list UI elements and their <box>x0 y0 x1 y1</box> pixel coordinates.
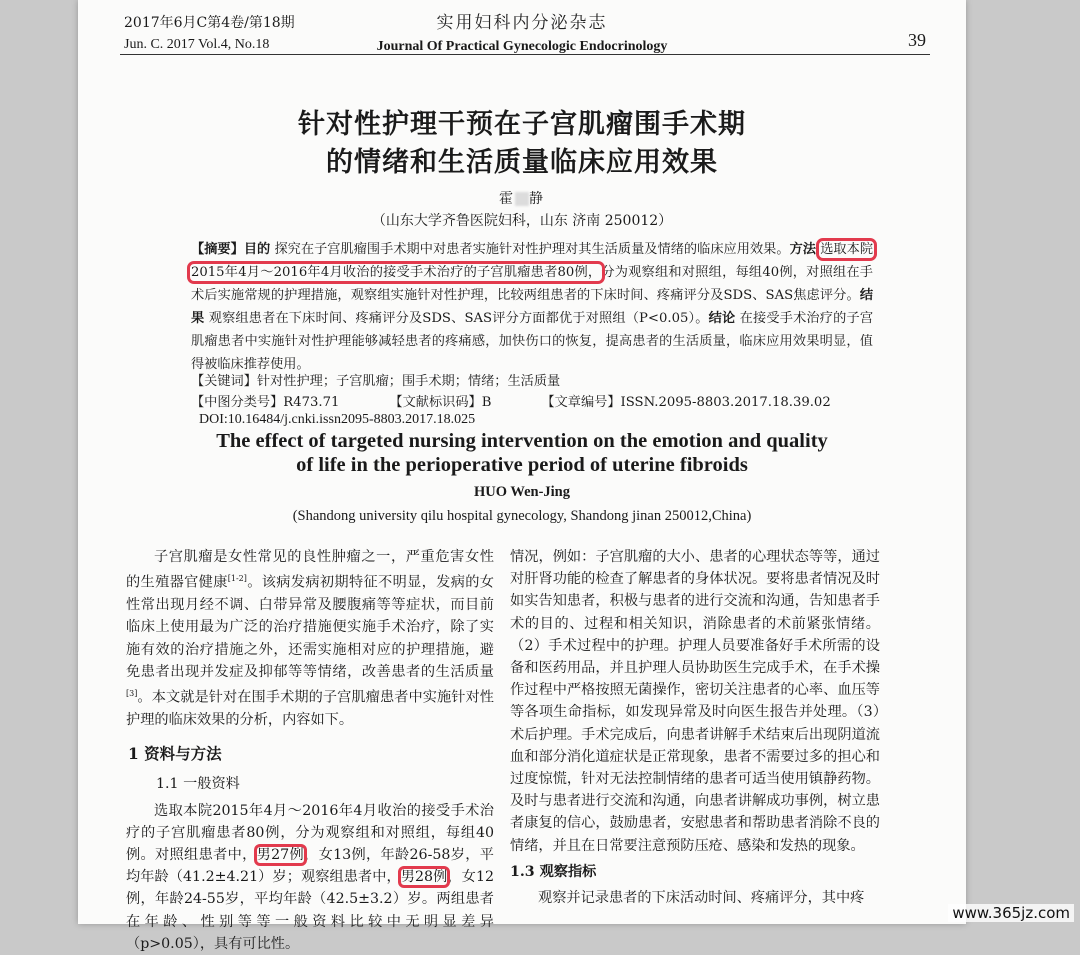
method-text: 分为观察组和对照组，每组40例，对照组在手术后实施常规的护理措施，观察组实施针对性护理，比较两组患者的下床时间、疼痛评分及SDS、SAS焦虑评分。 <box>191 265 873 303</box>
left-column <box>126 546 494 955</box>
en-title-line-1: The effect of targeted nursing intervention on the emotion and quality <box>216 430 828 452</box>
objective-label: 目的 <box>243 242 271 257</box>
data-text-c: ，女12例，年龄24-55岁，平均年龄（42.5±3.2）岁。两组患者在年龄、性别等等一般资料比较中无明显差异（p>0.05），具有可比性。 <box>126 869 494 952</box>
clc-number: 【中图分类号】R473.71 <box>191 395 340 410</box>
author-en: HUO Wen-Jing <box>473 484 570 500</box>
observation-paragraph: 观察并记录患者的下床活动时间、疼痛评分，其中疼 <box>538 890 865 907</box>
method-label: 方法 <box>789 242 816 257</box>
classification <box>191 392 881 414</box>
journal-name-en: Journal Of Practical Gynecologic Endocrinology <box>376 39 668 54</box>
watermark: www.365jz.com <box>948 904 1074 922</box>
affiliation-cn: （山东大学齐鲁医院妇科，山东 济南 250012） <box>371 213 673 229</box>
paper-title-en <box>78 429 966 477</box>
article-number: 【文章编号】ISSN.2095-8803.2017.18.39.02 <box>541 395 831 410</box>
conclusion-text: 在接受手术治疗的子宫肌瘤患者中实施针对性护理能够减轻患者的疼痛感，加快伤口的恢复，提高患者的生活质量，临床应用效果明显，值得被临床推荐使用。 <box>191 311 874 372</box>
affiliation-en: (Shandong university qilu hospital gynecology, Shandong jinan 250012,China) <box>292 508 752 524</box>
right-column <box>510 546 880 909</box>
method-highlight: 选取本院2015年4月～2016年4月收治的接受手术治疗的子宫肌瘤患者80例， <box>191 242 874 280</box>
section-heading: 1 资料与方法 <box>128 744 222 764</box>
data-text-b: ，女13例，年龄26-58岁，平均年龄（41.2±4.21）岁；观察组患者中， <box>126 846 494 886</box>
keywords: 【关键词】针对性护理；子宫肌瘤；围手术期；情绪；生活质量 <box>191 374 561 389</box>
nursing-paragraph: 情况，例如：子宫肌瘤的大小、患者的心理状态等等，通过对肝肾功能的检查了解患者的身体状况。要将患者情况及时如实告知患者，积极与患者的进行交流和沟通，告知患者手术的目的、过程和相关知识，消除患者的术前紧张情绪。（2）手术过程中的护理。护理人员要准备好手术所需的设备和医药用品，并且护理人员协助医生完成手术，在手术操作过程中严格按照无菌操作，密切关注患者的心率、血压等等各项生命指标，如发现异常及时向医生报告并处理。（3）术后护理。手术完成后，向患者讲解手术结束后出现阴道流血和部分消化道症状是正常现象，患者不需要过多的担心和过度惊慌，针对无法控制情绪的患者可适当使用镇静药物。及时与患者进行交流和沟通，向患者讲解成功事例，树立患者康复的信心，鼓励患者，安慰患者和帮助患者消除不良的情绪，并且在日常要注意预防压疮、感染和发热的现象。 <box>510 549 880 854</box>
author-surname: 霍 <box>499 191 515 207</box>
subsection-heading <box>510 861 880 883</box>
issue-en: Jun. C. 2017 Vol.4, No.18 <box>124 37 270 52</box>
citation-ref: [1-2] <box>227 574 247 584</box>
abstract-body <box>173 238 873 376</box>
title-line-1: 针对性护理干预在子宫肌瘤围手术期 <box>298 109 746 140</box>
result-text: 观察组患者在下床时间、疼痛评分及SDS、SAS评分方面都优于对照组（P<0.05）。 <box>204 311 709 326</box>
doc-code: 【文献标识码】B <box>389 395 492 410</box>
intro-paragraph <box>126 546 494 731</box>
intro-text-c: 。本文就是针对在围手术期的子宫肌瘤患者中实施针对性护理的临床效果的分析，内容如下。 <box>126 689 494 728</box>
author-given: 静 <box>529 191 545 207</box>
title-line-2: 的情绪和生活质量临床应用效果 <box>326 147 718 178</box>
intro-text-a: 子宫肌瘤是女性常见的良性肿瘤之一，严重危害女性的生殖器官健康 <box>126 549 494 591</box>
paper-title-cn <box>78 106 966 182</box>
en-title-line-2: of life in the perioperative period of uterine fibroids <box>296 454 748 476</box>
page-number: 39 <box>908 30 926 50</box>
highlight-box: 男27例 <box>256 846 305 863</box>
objective-text: 探究在子宫肌瘤围手术期中对患者实施针对性护理对其生活质量及情绪的临床应用效果。 <box>270 242 790 257</box>
result-label: 结果 <box>191 288 873 326</box>
conclusion-label: 结论 <box>708 311 736 326</box>
journal-name-cn: 实用妇科内分泌杂志 <box>436 13 608 33</box>
redacted-mark <box>515 192 529 206</box>
intro-text-b: 。该病发病初期特征不明显，发病的女性常出现月经不调、白带异常及腰腹痛等等症状，而目前临床上使用最为广泛的治疗措施便实施手术治疗，除了实施有效的治疗措施之外，还需实施相对应的护理措施，避免患者出现并发症及抑郁等等情绪，改善患者的生活质量 <box>126 574 494 680</box>
subsection-heading: 1.1 一般资料 <box>156 776 240 793</box>
subsection-label: 1.3 观察指标 <box>510 863 597 880</box>
abstract <box>173 238 873 376</box>
abstract-label: 【摘要】 <box>191 242 244 257</box>
data-text-a: 选取本院2015年4月～2016年4月收治的接受手术治疗的子宫肌瘤患者80例，分为观察组和对照组，每组40例。对照组患者中， <box>126 802 494 863</box>
doi: DOI:10.16484/j.cnki.issn2095-8803.2017.18.025 <box>199 412 476 427</box>
document-page <box>78 0 966 952</box>
header-rule <box>120 54 930 55</box>
issue-cn: 2017年6月C第4卷/第18期 <box>124 15 295 31</box>
journal-header <box>78 8 966 55</box>
author-cn <box>78 188 966 208</box>
highlight-box: 男28例 <box>400 869 448 886</box>
citation-ref: [3] <box>126 688 138 698</box>
data-paragraph <box>126 800 494 955</box>
